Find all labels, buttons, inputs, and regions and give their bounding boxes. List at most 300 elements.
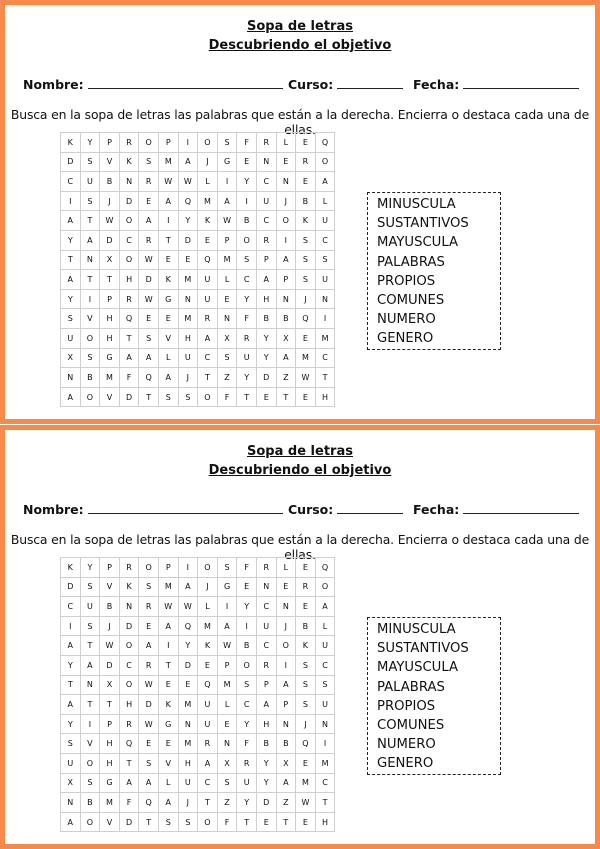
grid-cell[interactable]: O <box>80 753 100 773</box>
grid-cell[interactable]: Y <box>237 714 257 734</box>
grid-cell[interactable]: S <box>80 773 100 793</box>
grid-cell[interactable]: U <box>80 172 100 192</box>
grid-cell[interactable]: Q <box>139 368 159 388</box>
grid-cell[interactable]: S <box>217 348 237 368</box>
grid-cell[interactable]: T <box>198 793 218 813</box>
grid-cell[interactable]: S <box>217 133 237 153</box>
grid-cell[interactable]: S <box>80 616 100 636</box>
grid-cell[interactable]: E <box>296 753 316 773</box>
grid-cell[interactable]: R <box>198 309 218 329</box>
grid-cell[interactable]: C <box>256 636 276 656</box>
grid-cell[interactable]: U <box>61 753 81 773</box>
grid-cell[interactable]: V <box>100 387 120 407</box>
grid-cell[interactable]: R <box>256 133 276 153</box>
grid-cell[interactable]: O <box>315 577 335 597</box>
grid-cell[interactable]: E <box>237 577 257 597</box>
grid-cell[interactable]: S <box>217 558 237 578</box>
grid-cell[interactable]: T <box>100 695 120 715</box>
grid-cell[interactable]: Q <box>296 309 316 329</box>
fecha-field[interactable] <box>413 502 579 517</box>
grid-cell[interactable]: O <box>80 812 100 832</box>
grid-cell[interactable]: I <box>237 191 257 211</box>
grid-cell[interactable]: W <box>139 289 159 309</box>
grid-cell[interactable]: K <box>61 133 81 153</box>
grid-cell[interactable]: S <box>296 250 316 270</box>
grid-cell[interactable]: O <box>139 133 159 153</box>
grid-cell[interactable]: V <box>100 812 120 832</box>
grid-cell[interactable]: T <box>237 812 257 832</box>
grid-cell[interactable]: Q <box>198 250 218 270</box>
grid-cell[interactable]: A <box>80 230 100 250</box>
grid-cell[interactable]: E <box>296 597 316 617</box>
grid-cell[interactable]: Q <box>178 616 198 636</box>
grid-cell[interactable]: G <box>217 577 237 597</box>
grid-cell[interactable]: U <box>178 348 198 368</box>
grid-cell[interactable]: S <box>139 152 159 172</box>
grid-cell[interactable]: W <box>139 714 159 734</box>
grid-cell[interactable]: M <box>100 368 120 388</box>
grid-cell[interactable]: U <box>237 773 257 793</box>
grid-cell[interactable]: D <box>139 695 159 715</box>
grid-cell[interactable]: C <box>119 230 139 250</box>
grid-cell[interactable]: B <box>256 734 276 754</box>
grid-cell[interactable]: W <box>178 597 198 617</box>
nombre-blank[interactable] <box>88 502 283 514</box>
grid-cell[interactable]: O <box>276 211 296 231</box>
grid-cell[interactable]: M <box>198 616 218 636</box>
grid-cell[interactable]: A <box>158 368 178 388</box>
grid-cell[interactable]: U <box>315 270 335 290</box>
curso-blank[interactable] <box>337 502 403 514</box>
grid-cell[interactable]: R <box>296 577 316 597</box>
grid-cell[interactable]: D <box>61 152 81 172</box>
grid-cell[interactable]: A <box>158 191 178 211</box>
nombre-field[interactable] <box>23 77 283 92</box>
grid-cell[interactable]: C <box>237 270 257 290</box>
grid-cell[interactable]: Y <box>80 133 100 153</box>
grid-cell[interactable]: E <box>296 558 316 578</box>
grid-cell[interactable]: J <box>100 616 120 636</box>
grid-cell[interactable]: R <box>139 655 159 675</box>
grid-cell[interactable]: I <box>276 655 296 675</box>
grid-cell[interactable]: A <box>198 753 218 773</box>
grid-cell[interactable]: C <box>256 172 276 192</box>
grid-cell[interactable]: L <box>217 270 237 290</box>
grid-cell[interactable]: P <box>217 230 237 250</box>
grid-cell[interactable]: E <box>276 152 296 172</box>
grid-cell[interactable]: K <box>296 211 316 231</box>
grid-cell[interactable]: L <box>217 695 237 715</box>
grid-cell[interactable]: T <box>276 812 296 832</box>
grid-cell[interactable]: T <box>315 368 335 388</box>
grid-cell[interactable]: J <box>276 616 296 636</box>
grid-cell[interactable]: T <box>119 328 139 348</box>
grid-cell[interactable]: K <box>296 636 316 656</box>
grid-cell[interactable]: D <box>178 655 198 675</box>
grid-cell[interactable]: D <box>256 793 276 813</box>
grid-cell[interactable]: H <box>178 328 198 348</box>
grid-cell[interactable]: O <box>119 250 139 270</box>
grid-cell[interactable]: J <box>296 714 316 734</box>
grid-cell[interactable]: F <box>237 309 257 329</box>
grid-cell[interactable]: O <box>237 230 257 250</box>
grid-cell[interactable]: N <box>217 309 237 329</box>
grid-cell[interactable]: X <box>276 328 296 348</box>
grid-cell[interactable]: D <box>139 270 159 290</box>
grid-cell[interactable]: Y <box>237 289 257 309</box>
grid-cell[interactable]: A <box>139 773 159 793</box>
grid-cell[interactable]: A <box>61 636 81 656</box>
grid-cell[interactable]: B <box>80 793 100 813</box>
grid-cell[interactable]: A <box>178 152 198 172</box>
grid-cell[interactable]: V <box>100 577 120 597</box>
grid-cell[interactable]: S <box>158 387 178 407</box>
grid-cell[interactable]: P <box>276 695 296 715</box>
grid-cell[interactable]: L <box>315 191 335 211</box>
grid-cell[interactable]: X <box>100 675 120 695</box>
grid-cell[interactable]: T <box>80 636 100 656</box>
grid-cell[interactable]: A <box>61 387 81 407</box>
grid-cell[interactable]: O <box>119 636 139 656</box>
grid-cell[interactable]: O <box>237 655 257 675</box>
grid-cell[interactable]: Y <box>256 348 276 368</box>
grid-cell[interactable]: H <box>256 289 276 309</box>
grid-cell[interactable]: P <box>217 655 237 675</box>
grid-cell[interactable]: N <box>315 714 335 734</box>
grid-cell[interactable]: J <box>178 368 198 388</box>
grid-cell[interactable]: Q <box>119 309 139 329</box>
grid-cell[interactable]: R <box>237 328 257 348</box>
grid-cell[interactable]: T <box>80 211 100 231</box>
grid-cell[interactable]: I <box>217 172 237 192</box>
grid-cell[interactable]: C <box>315 655 335 675</box>
grid-cell[interactable]: S <box>139 577 159 597</box>
grid-cell[interactable]: A <box>139 348 159 368</box>
grid-cell[interactable]: A <box>276 250 296 270</box>
grid-cell[interactable]: K <box>119 152 139 172</box>
grid-cell[interactable]: T <box>315 793 335 813</box>
grid-cell[interactable]: I <box>315 734 335 754</box>
grid-cell[interactable]: A <box>198 328 218 348</box>
grid-cell[interactable]: R <box>198 734 218 754</box>
grid-cell[interactable]: I <box>80 289 100 309</box>
grid-cell[interactable]: Y <box>256 328 276 348</box>
grid-cell[interactable]: A <box>61 812 81 832</box>
grid-cell[interactable]: U <box>315 695 335 715</box>
grid-cell[interactable]: F <box>217 812 237 832</box>
grid-cell[interactable]: B <box>237 211 257 231</box>
grid-cell[interactable]: P <box>158 133 178 153</box>
grid-cell[interactable]: H <box>119 695 139 715</box>
grid-cell[interactable]: O <box>198 387 218 407</box>
grid-cell[interactable]: E <box>296 133 316 153</box>
fecha-blank[interactable] <box>463 502 579 514</box>
grid-cell[interactable]: G <box>100 773 120 793</box>
grid-cell[interactable]: U <box>237 348 257 368</box>
grid-cell[interactable]: W <box>158 172 178 192</box>
grid-cell[interactable]: W <box>139 250 159 270</box>
grid-cell[interactable]: Y <box>178 211 198 231</box>
grid-cell[interactable]: U <box>80 597 100 617</box>
grid-cell[interactable]: A <box>217 191 237 211</box>
grid-cell[interactable]: A <box>158 793 178 813</box>
grid-cell[interactable]: E <box>139 191 159 211</box>
grid-cell[interactable]: Y <box>256 753 276 773</box>
grid-cell[interactable]: H <box>178 753 198 773</box>
grid-cell[interactable]: N <box>276 714 296 734</box>
grid-cell[interactable]: A <box>178 577 198 597</box>
grid-cell[interactable]: P <box>100 289 120 309</box>
grid-cell[interactable]: Y <box>237 793 257 813</box>
grid-cell[interactable]: S <box>80 348 100 368</box>
grid-cell[interactable]: A <box>139 211 159 231</box>
grid-cell[interactable]: N <box>80 250 100 270</box>
grid-cell[interactable]: P <box>100 558 120 578</box>
grid-cell[interactable]: X <box>217 328 237 348</box>
grid-cell[interactable]: Z <box>217 793 237 813</box>
grid-cell[interactable]: J <box>276 191 296 211</box>
grid-cell[interactable]: D <box>119 191 139 211</box>
grid-cell[interactable]: U <box>198 695 218 715</box>
grid-cell[interactable]: Q <box>198 675 218 695</box>
grid-cell[interactable]: R <box>119 714 139 734</box>
grid-cell[interactable]: O <box>198 558 218 578</box>
grid-cell[interactable]: Z <box>217 368 237 388</box>
grid-cell[interactable]: B <box>296 191 316 211</box>
grid-cell[interactable]: V <box>158 328 178 348</box>
grid-cell[interactable]: M <box>296 773 316 793</box>
grid-cell[interactable]: Y <box>61 289 81 309</box>
grid-cell[interactable]: E <box>158 734 178 754</box>
grid-cell[interactable]: D <box>61 577 81 597</box>
grid-cell[interactable]: S <box>237 250 257 270</box>
grid-cell[interactable]: M <box>158 152 178 172</box>
grid-cell[interactable]: O <box>139 558 159 578</box>
grid-cell[interactable]: W <box>178 172 198 192</box>
grid-cell[interactable]: T <box>80 695 100 715</box>
grid-cell[interactable]: W <box>158 597 178 617</box>
grid-cell[interactable]: I <box>158 211 178 231</box>
grid-cell[interactable]: E <box>139 734 159 754</box>
grid-cell[interactable]: X <box>61 773 81 793</box>
grid-cell[interactable]: Z <box>276 793 296 813</box>
grid-cell[interactable]: A <box>256 695 276 715</box>
grid-cell[interactable]: P <box>100 714 120 734</box>
grid-cell[interactable]: R <box>139 597 159 617</box>
grid-cell[interactable]: P <box>100 133 120 153</box>
grid-cell[interactable]: O <box>80 328 100 348</box>
grid-cell[interactable]: P <box>276 270 296 290</box>
grid-cell[interactable]: M <box>296 348 316 368</box>
grid-cell[interactable]: F <box>119 793 139 813</box>
grid-cell[interactable]: Y <box>237 368 257 388</box>
grid-cell[interactable]: L <box>198 597 218 617</box>
grid-cell[interactable]: F <box>217 387 237 407</box>
grid-cell[interactable]: S <box>296 270 316 290</box>
grid-cell[interactable]: H <box>256 714 276 734</box>
grid-cell[interactable]: N <box>256 152 276 172</box>
grid-cell[interactable]: K <box>198 636 218 656</box>
grid-cell[interactable]: E <box>139 616 159 636</box>
grid-cell[interactable]: B <box>100 172 120 192</box>
grid-cell[interactable]: S <box>178 387 198 407</box>
grid-cell[interactable]: C <box>256 211 276 231</box>
grid-cell[interactable]: C <box>315 348 335 368</box>
grid-cell[interactable]: M <box>178 270 198 290</box>
grid-cell[interactable]: S <box>296 675 316 695</box>
grid-cell[interactable]: N <box>276 289 296 309</box>
grid-cell[interactable]: N <box>315 289 335 309</box>
grid-cell[interactable]: P <box>256 675 276 695</box>
grid-cell[interactable]: V <box>80 309 100 329</box>
grid-cell[interactable]: Q <box>178 191 198 211</box>
grid-cell[interactable]: N <box>217 734 237 754</box>
grid-cell[interactable]: K <box>61 558 81 578</box>
grid-cell[interactable]: O <box>119 675 139 695</box>
grid-cell[interactable]: U <box>198 714 218 734</box>
grid-cell[interactable]: B <box>237 636 257 656</box>
grid-cell[interactable]: A <box>61 270 81 290</box>
grid-cell[interactable]: R <box>256 655 276 675</box>
grid-cell[interactable]: O <box>276 636 296 656</box>
grid-cell[interactable]: R <box>296 152 316 172</box>
grid-cell[interactable]: K <box>158 270 178 290</box>
grid-cell[interactable]: C <box>315 230 335 250</box>
grid-cell[interactable]: S <box>237 675 257 695</box>
grid-cell[interactable]: H <box>315 387 335 407</box>
curso-field[interactable] <box>288 502 403 517</box>
grid-cell[interactable]: G <box>217 152 237 172</box>
grid-cell[interactable]: T <box>80 270 100 290</box>
grid-cell[interactable]: J <box>100 191 120 211</box>
grid-cell[interactable]: O <box>315 152 335 172</box>
grid-cell[interactable]: I <box>61 191 81 211</box>
grid-cell[interactable]: O <box>80 387 100 407</box>
grid-cell[interactable]: E <box>256 812 276 832</box>
grid-cell[interactable]: B <box>100 597 120 617</box>
grid-cell[interactable]: A <box>315 172 335 192</box>
curso-field[interactable] <box>288 77 403 92</box>
grid-cell[interactable]: Y <box>237 597 257 617</box>
grid-cell[interactable]: X <box>276 753 296 773</box>
grid-cell[interactable]: K <box>158 695 178 715</box>
grid-cell[interactable]: F <box>237 558 257 578</box>
grid-cell[interactable]: E <box>256 387 276 407</box>
grid-cell[interactable]: L <box>158 348 178 368</box>
grid-cell[interactable]: I <box>178 558 198 578</box>
grid-cell[interactable]: U <box>256 616 276 636</box>
grid-cell[interactable]: L <box>315 616 335 636</box>
grid-cell[interactable]: E <box>139 309 159 329</box>
grid-cell[interactable]: W <box>296 368 316 388</box>
grid-cell[interactable]: H <box>100 309 120 329</box>
grid-cell[interactable]: Y <box>237 172 257 192</box>
grid-cell[interactable]: A <box>139 636 159 656</box>
grid-cell[interactable]: C <box>315 773 335 793</box>
grid-cell[interactable]: S <box>217 773 237 793</box>
grid-cell[interactable]: A <box>80 655 100 675</box>
grid-cell[interactable]: P <box>158 558 178 578</box>
grid-cell[interactable]: E <box>296 172 316 192</box>
grid-cell[interactable]: A <box>61 211 81 231</box>
grid-cell[interactable]: W <box>100 636 120 656</box>
grid-cell[interactable]: E <box>217 714 237 734</box>
grid-cell[interactable]: S <box>80 577 100 597</box>
grid-cell[interactable]: O <box>198 133 218 153</box>
grid-cell[interactable]: N <box>276 172 296 192</box>
grid-cell[interactable]: T <box>100 270 120 290</box>
grid-cell[interactable]: D <box>119 616 139 636</box>
grid-cell[interactable]: T <box>139 387 159 407</box>
grid-cell[interactable]: F <box>237 133 257 153</box>
grid-cell[interactable]: E <box>198 655 218 675</box>
grid-cell[interactable]: H <box>119 270 139 290</box>
grid-cell[interactable]: Q <box>315 133 335 153</box>
grid-cell[interactable]: D <box>119 812 139 832</box>
grid-cell[interactable]: I <box>217 597 237 617</box>
grid-cell[interactable]: C <box>256 597 276 617</box>
grid-cell[interactable]: I <box>237 616 257 636</box>
grid-cell[interactable]: I <box>178 133 198 153</box>
grid-cell[interactable]: L <box>158 773 178 793</box>
grid-cell[interactable]: N <box>178 289 198 309</box>
grid-cell[interactable]: S <box>158 812 178 832</box>
grid-cell[interactable]: R <box>119 558 139 578</box>
grid-cell[interactable]: R <box>139 230 159 250</box>
grid-cell[interactable]: W <box>217 211 237 231</box>
grid-cell[interactable]: U <box>315 211 335 231</box>
grid-cell[interactable]: F <box>237 734 257 754</box>
grid-cell[interactable]: N <box>61 793 81 813</box>
grid-cell[interactable]: S <box>296 695 316 715</box>
grid-cell[interactable]: W <box>296 793 316 813</box>
fecha-blank[interactable] <box>463 77 579 89</box>
grid-cell[interactable]: M <box>100 793 120 813</box>
grid-cell[interactable]: Z <box>276 368 296 388</box>
grid-cell[interactable]: N <box>119 597 139 617</box>
grid-cell[interactable]: R <box>256 558 276 578</box>
grid-cell[interactable]: S <box>61 734 81 754</box>
grid-cell[interactable]: Y <box>61 655 81 675</box>
grid-cell[interactable]: D <box>119 387 139 407</box>
grid-cell[interactable]: Y <box>80 558 100 578</box>
grid-cell[interactable]: T <box>139 812 159 832</box>
grid-cell[interactable]: R <box>139 172 159 192</box>
grid-cell[interactable]: M <box>178 695 198 715</box>
grid-cell[interactable]: S <box>139 753 159 773</box>
grid-cell[interactable]: L <box>276 133 296 153</box>
grid-cell[interactable]: C <box>61 597 81 617</box>
grid-cell[interactable]: B <box>276 309 296 329</box>
grid-cell[interactable]: A <box>158 616 178 636</box>
grid-cell[interactable]: R <box>237 753 257 773</box>
grid-cell[interactable]: A <box>276 348 296 368</box>
grid-cell[interactable]: G <box>158 714 178 734</box>
grid-cell[interactable]: H <box>315 812 335 832</box>
grid-cell[interactable]: U <box>198 270 218 290</box>
grid-cell[interactable]: E <box>178 675 198 695</box>
grid-cell[interactable]: B <box>276 734 296 754</box>
grid-cell[interactable]: T <box>198 368 218 388</box>
grid-cell[interactable]: A <box>315 597 335 617</box>
grid-cell[interactable]: V <box>158 753 178 773</box>
grid-cell[interactable]: M <box>217 250 237 270</box>
grid-cell[interactable]: N <box>119 172 139 192</box>
grid-cell[interactable]: G <box>158 289 178 309</box>
grid-cell[interactable]: Q <box>119 734 139 754</box>
grid-cell[interactable]: N <box>256 577 276 597</box>
grid-cell[interactable]: S <box>178 812 198 832</box>
